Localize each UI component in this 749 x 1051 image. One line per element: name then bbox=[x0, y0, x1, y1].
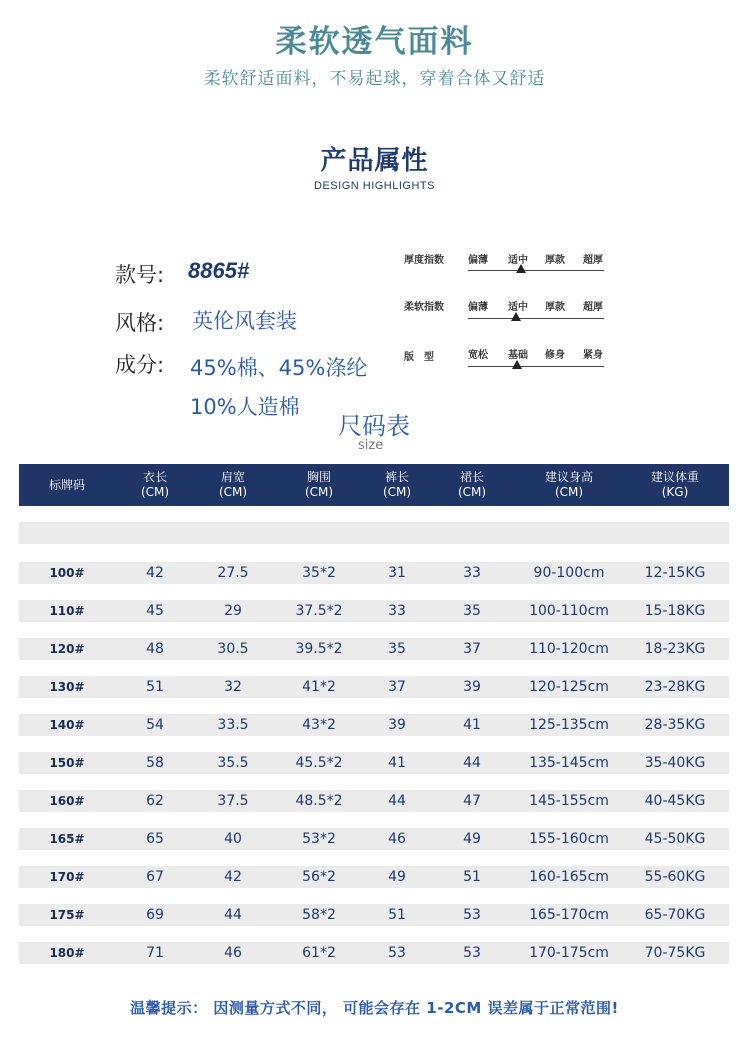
header-unit: (CM) bbox=[218, 485, 248, 499]
table-row bbox=[19, 562, 729, 584]
cell-length: 71 bbox=[146, 945, 164, 961]
cell-weight: 23-28KG bbox=[644, 679, 706, 695]
cell-size-tag: 165# bbox=[49, 832, 85, 846]
cell-skirt-length: 41 bbox=[463, 717, 481, 733]
header-label: 建议身高 bbox=[544, 470, 593, 484]
cell-height: 120-125cm bbox=[529, 679, 609, 695]
footer-note: 温馨提示： 因测量方式不同， 可能会存在 1-2CM 误差属于正常范围! bbox=[130, 999, 619, 1017]
cell-shoulder: 35.5 bbox=[217, 755, 249, 771]
cell-skirt-length: 33 bbox=[463, 565, 481, 581]
cell-skirt-length: 35 bbox=[463, 603, 481, 619]
cell-length: 69 bbox=[146, 907, 164, 923]
cell-pants-length: 37 bbox=[388, 679, 406, 695]
header-shoulder bbox=[195, 464, 271, 506]
table-row bbox=[19, 790, 729, 812]
header-label: 裤长 bbox=[384, 470, 409, 484]
cell-height: 125-135cm bbox=[529, 717, 609, 733]
cell-shoulder: 44 bbox=[224, 907, 242, 923]
scale-option: 修身 bbox=[545, 350, 565, 361]
header-length bbox=[115, 464, 195, 506]
scale-marker bbox=[516, 264, 526, 273]
table-row bbox=[19, 866, 729, 888]
cell-size-tag: 170# bbox=[49, 870, 85, 884]
cell-skirt-length: 39 bbox=[463, 679, 481, 695]
cell-length: 65 bbox=[146, 831, 164, 847]
cell-height: 145-155cm bbox=[529, 793, 609, 809]
scale-marker bbox=[511, 312, 521, 321]
cell-length: 67 bbox=[146, 869, 164, 885]
cell-height: 165-170cm bbox=[529, 907, 609, 923]
cell-pants-length: 31 bbox=[388, 565, 406, 581]
composition-value-line2: 10%人造棉 bbox=[190, 395, 300, 419]
scale-option: 紧身 bbox=[583, 350, 603, 361]
scale-option: 偏薄 bbox=[468, 302, 488, 313]
scale-line bbox=[468, 318, 604, 319]
cell-height: 90-100cm bbox=[533, 565, 605, 581]
composition-value-line1: 45%棉、45%涤纶 bbox=[190, 356, 368, 380]
cell-chest: 35*2 bbox=[302, 565, 336, 581]
cell-weight: 40-45KG bbox=[644, 793, 706, 809]
cell-pants-length: 35 bbox=[388, 641, 406, 657]
header-tag bbox=[19, 464, 115, 506]
header-label: 肩宽 bbox=[220, 470, 245, 484]
cell-length: 51 bbox=[146, 679, 164, 695]
header-label: 胸围 bbox=[306, 470, 331, 484]
scale-label: 柔软指数 bbox=[404, 302, 444, 313]
style-value: 英伦风套装 bbox=[192, 309, 297, 333]
cell-size-tag: 175# bbox=[49, 908, 85, 922]
attributes-title: 产品属性 bbox=[320, 146, 429, 176]
scale-option: 宽松 bbox=[468, 350, 488, 361]
cell-height: 100-110cm bbox=[529, 603, 609, 619]
header-unit: (CM) bbox=[457, 485, 487, 499]
cell-shoulder: 40 bbox=[224, 831, 242, 847]
cell-pants-length: 53 bbox=[388, 945, 406, 961]
scale-option: 厚款 bbox=[545, 302, 565, 313]
scale-option: 超厚 bbox=[583, 255, 603, 266]
hero-subtitle: 柔软舒适面料，不易起球，穿着合体又舒适 bbox=[203, 69, 546, 89]
cell-chest: 58*2 bbox=[302, 907, 336, 923]
cell-pants-length: 46 bbox=[388, 831, 406, 847]
table-row bbox=[19, 942, 729, 964]
cell-height: 110-120cm bbox=[529, 641, 609, 657]
cell-size-tag: 160# bbox=[49, 794, 85, 808]
cell-skirt-length: 53 bbox=[463, 945, 481, 961]
cell-pants-length: 33 bbox=[388, 603, 406, 619]
model-value: 8865# bbox=[188, 258, 250, 283]
header-pants-length bbox=[367, 464, 427, 506]
cell-length: 58 bbox=[146, 755, 164, 771]
cell-height: 155-160cm bbox=[529, 831, 609, 847]
cell-weight: 35-40KG bbox=[644, 755, 706, 771]
cell-weight: 18-23KG bbox=[644, 641, 706, 657]
size-table-header bbox=[19, 464, 729, 506]
cell-pants-length: 44 bbox=[388, 793, 406, 809]
scale-line bbox=[468, 366, 604, 367]
header-weight bbox=[621, 464, 729, 506]
cell-skirt-length: 47 bbox=[463, 793, 481, 809]
header-unit: (CM) bbox=[304, 485, 334, 499]
cell-length: 54 bbox=[146, 717, 164, 733]
hero-title: 柔软透气面料 bbox=[275, 24, 474, 60]
cell-shoulder: 27.5 bbox=[217, 565, 249, 581]
cell-chest: 48.5*2 bbox=[295, 793, 343, 809]
cell-shoulder: 30.5 bbox=[217, 641, 249, 657]
cell-chest: 56*2 bbox=[302, 869, 336, 885]
cell-pants-length: 41 bbox=[388, 755, 406, 771]
scale-line bbox=[468, 270, 604, 271]
cell-length: 62 bbox=[146, 793, 164, 809]
header-label: 建议体重 bbox=[650, 470, 699, 484]
cell-height: 135-145cm bbox=[529, 755, 609, 771]
cell-weight: 65-70KG bbox=[644, 907, 706, 923]
scale-option: 偏薄 bbox=[468, 255, 488, 266]
cell-length: 45 bbox=[146, 603, 164, 619]
size-table-subtitle: size bbox=[358, 438, 384, 453]
header-label: 衣长 bbox=[142, 470, 167, 484]
cell-size-tag: 100# bbox=[49, 566, 85, 580]
table-row bbox=[19, 828, 729, 850]
composition-label: 成分: bbox=[115, 353, 165, 377]
cell-chest: 37.5*2 bbox=[295, 603, 343, 619]
scale-label: 厚度指数 bbox=[404, 255, 444, 266]
cell-height: 170-175cm bbox=[529, 945, 609, 961]
cell-chest: 45.5*2 bbox=[295, 755, 343, 771]
cell-weight: 45-50KG bbox=[644, 831, 706, 847]
header-label: 标牌码 bbox=[48, 477, 85, 492]
cell-skirt-length: 37 bbox=[463, 641, 481, 657]
cell-height: 160-165cm bbox=[529, 869, 609, 885]
scale-marker bbox=[512, 360, 522, 369]
scale-option: 超厚 bbox=[583, 302, 603, 313]
cell-weight: 15-18KG bbox=[644, 603, 706, 619]
scale-option: 适中 bbox=[508, 255, 528, 266]
cell-chest: 39.5*2 bbox=[295, 641, 343, 657]
cell-size-tag: 180# bbox=[49, 946, 85, 960]
cell-weight: 55-60KG bbox=[644, 869, 706, 885]
table-row bbox=[19, 676, 729, 698]
cell-size-tag: 140# bbox=[49, 718, 85, 732]
style-label: 风格: bbox=[115, 311, 165, 335]
cell-weight: 70-75KG bbox=[644, 945, 706, 961]
cell-skirt-length: 49 bbox=[463, 831, 481, 847]
attributes-subtitle: DESIGN HIGHLIGHTS bbox=[314, 180, 435, 192]
cell-shoulder: 32 bbox=[224, 679, 242, 695]
cell-skirt-length: 44 bbox=[463, 755, 481, 771]
table-blank-row bbox=[19, 522, 729, 544]
size-table-title: 尺码表 bbox=[338, 412, 410, 440]
cell-size-tag: 150# bbox=[49, 756, 85, 770]
header-skirt-length bbox=[427, 464, 517, 506]
cell-pants-length: 39 bbox=[388, 717, 406, 733]
scale-option: 基础 bbox=[508, 350, 528, 361]
table-row bbox=[19, 752, 729, 774]
header-unit: (CM) bbox=[140, 485, 170, 499]
cell-size-tag: 130# bbox=[49, 680, 85, 694]
cell-size-tag: 120# bbox=[49, 642, 85, 656]
cell-pants-length: 49 bbox=[388, 869, 406, 885]
cell-skirt-length: 51 bbox=[463, 869, 481, 885]
cell-pants-length: 51 bbox=[388, 907, 406, 923]
header-height bbox=[517, 464, 621, 506]
cell-chest: 41*2 bbox=[302, 679, 336, 695]
cell-weight: 12-15KG bbox=[644, 565, 706, 581]
scale-option: 适中 bbox=[508, 302, 528, 313]
table-row bbox=[19, 904, 729, 926]
scale-label: 版 型 bbox=[404, 352, 434, 363]
cell-shoulder: 29 bbox=[224, 603, 242, 619]
cell-chest: 43*2 bbox=[302, 717, 336, 733]
header-unit: (CM) bbox=[382, 485, 412, 499]
cell-shoulder: 33.5 bbox=[217, 717, 249, 733]
table-row bbox=[19, 600, 729, 622]
model-label: 款号: bbox=[115, 263, 165, 287]
cell-size-tag: 110# bbox=[49, 604, 85, 618]
table-row bbox=[19, 638, 729, 660]
cell-shoulder: 37.5 bbox=[217, 793, 249, 809]
cell-chest: 61*2 bbox=[302, 945, 336, 961]
header-chest bbox=[271, 464, 367, 506]
table-row bbox=[19, 714, 729, 736]
scale-option: 厚款 bbox=[545, 255, 565, 266]
cell-chest: 53*2 bbox=[302, 831, 336, 847]
cell-shoulder: 42 bbox=[224, 869, 242, 885]
cell-weight: 28-35KG bbox=[644, 717, 706, 733]
cell-shoulder: 46 bbox=[224, 945, 242, 961]
cell-length: 48 bbox=[146, 641, 164, 657]
header-unit: (CM) bbox=[554, 485, 584, 499]
header-label: 裙长 bbox=[459, 470, 484, 484]
header-unit: (KG) bbox=[661, 485, 689, 499]
cell-skirt-length: 53 bbox=[463, 907, 481, 923]
cell-length: 42 bbox=[146, 565, 164, 581]
